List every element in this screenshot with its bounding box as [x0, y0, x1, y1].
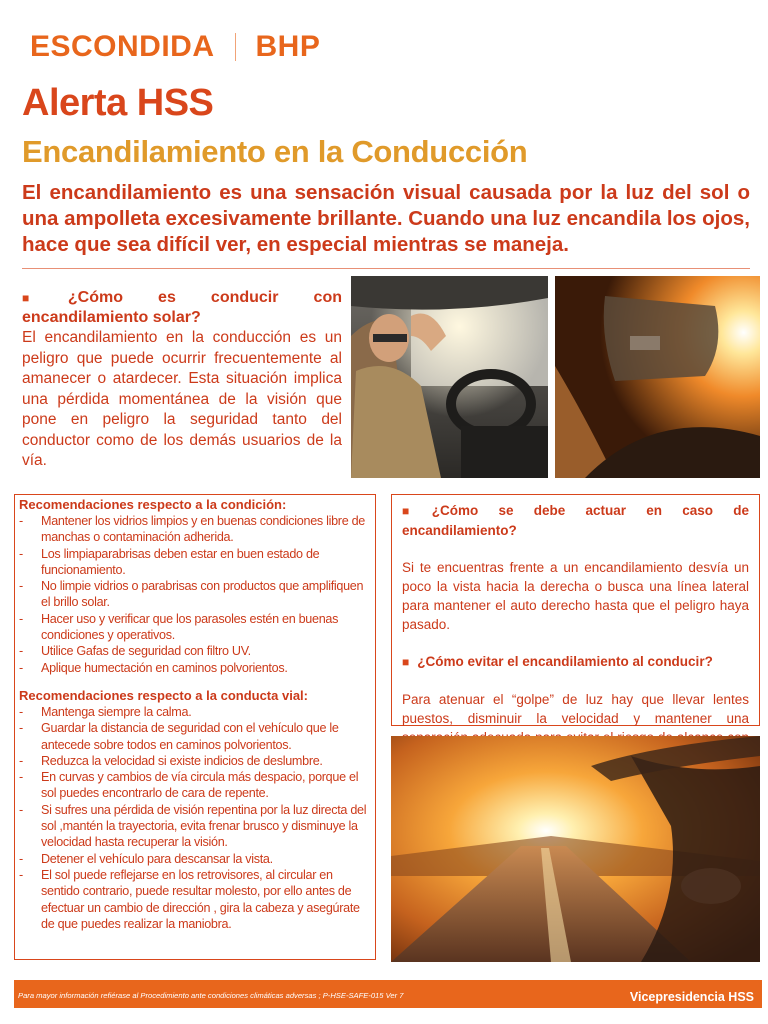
section1-body: El encandilamiento en la conducción es un peligro que puede ocurrir frecuentemente al amanecer o atardecer. Esta situación implica una pérdida momentánea de la visión que pone en peligro la seguridad tanto del conductor como de los demás usuarios de la vía. — [22, 329, 342, 469]
header-divider — [22, 268, 750, 269]
list-item: - Reduzca la velocidad si existe indicios de deslumbre. — [19, 753, 371, 769]
actions-box — [391, 494, 760, 726]
road-heading: Recomendaciones respecto a la conducta vial: — [19, 687, 308, 703]
photo-sun-through-windshield — [555, 276, 760, 478]
bullet-icon: ■ — [402, 655, 410, 669]
list-item: - Utilice Gafas de seguridad con filtro UV. — [19, 643, 371, 659]
list-item: - Mantener los vidrios limpios y en buenas condiciones libre de manchas o contaminación adherida. — [19, 513, 371, 546]
intro-paragraph: El encandilamiento es una sensación visual causada por la luz del sol o una ampolleta excesivamente brillante. Cuando una luz encandila los ojos, hace que sea difícil ver, en especial mientras se maneja. — [22, 181, 750, 256]
section3-body: Para atenuar el “golpe” de luz hay que llevar lentes puestos, disminuir la velocidad y mantener una — [402, 692, 749, 726]
section2-body: Si te encuentras frente a un encandilamiento desvía un poco la vista hacia la derecha o busca una línea lateral para mantener el auto derecho hasta que el peligro haya pasado. — [402, 560, 749, 632]
list-item: - Si sufres una pérdida de visión repentina por la luz directa del sol ,mantén la trayectoria, evita frenar brusco y disminuye la velocidad hasta recuperar la visión. — [19, 802, 371, 851]
list-item: - Mantenga siempre la calma. — [19, 704, 371, 720]
brand-logo — [30, 30, 320, 64]
list-item: - No limpie vidrios o parabrisas con productos que amplifiquen el brillo solar. — [19, 578, 371, 611]
list-item: - Guardar la distancia de seguridad con el vehículo que le antecede sobre todos en caminos polvorientos. — [19, 720, 371, 753]
bullet-icon: ■ — [402, 504, 424, 518]
footer-brand: Vicepresidencia HSS — [629, 990, 754, 1004]
brand-divider — [235, 33, 236, 61]
list-item: - En curvas y cambios de vía circula más despacio, porque el sol puedes encontrarlo de cara de repente. — [19, 769, 371, 802]
section3-question: ■ ¿Cómo evitar el encandilamiento al conducir? — [402, 654, 713, 669]
section-how-is-driving — [22, 288, 342, 472]
photo-driver-shielding-eyes — [351, 276, 548, 478]
list-item: - Detener el vehículo para descansar la vista. — [19, 851, 371, 867]
list-item: - Los limpiaparabrisas deben estar en buen estado de funcionamiento. — [19, 546, 371, 579]
list-item: - El sol puede reflejarse en los retrovisores, al circular en sentido contrario, puede resultar molesto, por ello antes de efectuar un cambio de dirección , gira la cabeza y asegúrate de que puedes realizar la maniobra. — [19, 867, 371, 932]
list-item: - Hacer uso y verificar que los parasoles estén en buenas condiciones y operativos. — [19, 611, 371, 644]
page-subtitle: Encandilamiento en la Conducción — [22, 134, 528, 169]
road-list — [19, 704, 371, 932]
footer-note: Para mayor información refiérase al Procedimiento ante condiciones climáticas adversas ; P-HSE-SAFE-015 Ver 7 — [18, 991, 404, 1000]
photo-sunset-road — [391, 736, 760, 962]
brand-escondida: ESCONDIDA — [30, 30, 215, 63]
list-item: - Aplique humectación en caminos polvorientos. — [19, 660, 371, 676]
page-title: Alerta HSS — [22, 82, 214, 124]
section2-question: ■ ¿Cómo se debe actuar en caso de encandilamiento? — [402, 503, 750, 538]
bullet-icon: ■ — [22, 291, 60, 305]
brand-bhp: BHP — [255, 30, 321, 63]
section1-question: ■ ¿Cómo es conducir con encandilamiento solar? — [22, 289, 342, 326]
recommendations-box — [14, 494, 376, 960]
condition-heading: Recomendaciones respecto a la condición: — [19, 497, 287, 512]
condition-list — [19, 513, 371, 676]
